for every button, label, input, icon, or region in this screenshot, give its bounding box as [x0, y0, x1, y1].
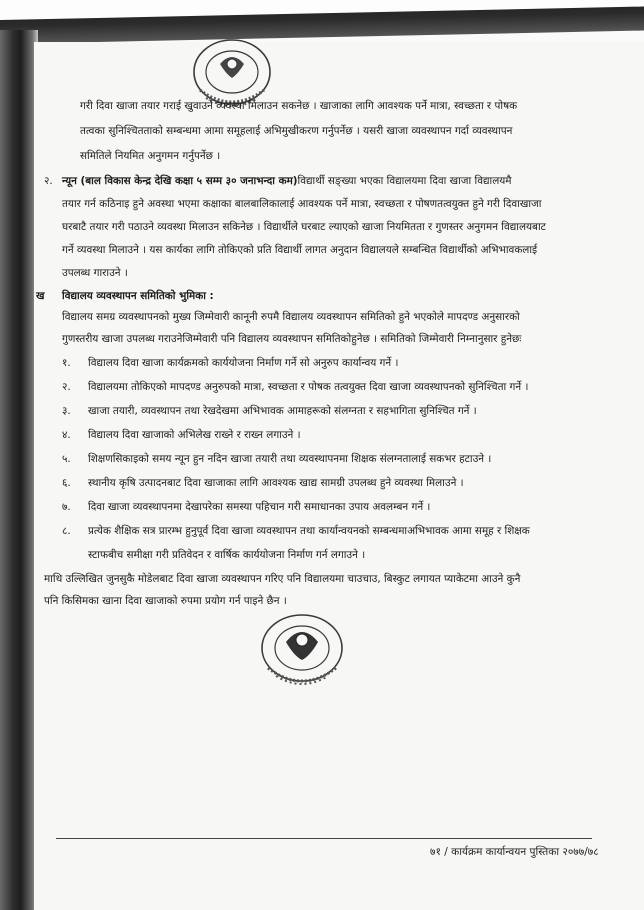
- section2-line3: घरबाटै तयार गरी पठाउने व्यवस्था मिलाउन सकिनेछ । विद्यार्थीले घरबाट ल्याएको खाजा नियमितता र गुणस्तर अनुगमन विद्यालयबाट: [62, 221, 546, 233]
- section3-line1: विद्यालय समग्र व्यवस्थापनको मुख्य जिम्मेवारी कानूनी रुपमै विद्यालय व्यवस्थापन समितिको हुने भएकोले मापदण्ड अनुसारको: [62, 311, 520, 323]
- closing-line1: माथि उल्लिखित जुनसुकै मोडेलबाट दिवा खाजा व्यवस्थापन गरिए पनि विद्यालयमा चाउचाउ, बिस्कुट लगायत प्याकेटमा आउने कुनै: [44, 573, 521, 585]
- para1-line2: तत्वका सुनिश्चितताको सम्बन्धमा आमा समूहलाई अभिमुखीकरण गर्नुपर्नेछ । यसरी खाजा व्यवस्थापन गर्दा व्यवस्थापन: [80, 125, 513, 137]
- section3-line2: गुणस्तरीय खाजा उपलब्ध गराउनेजिम्मेवारी पनि विद्यालय व्यवस्थापन समितिकोहुनेछ । समितिको जिम्मेवारी निम्नानुसार हुनेछः: [62, 333, 522, 345]
- section2-marker: २.: [44, 175, 53, 187]
- section3-heading: विद्यालय व्यवस्थापन समितिको भुमिका :: [62, 290, 214, 302]
- book-binding-shadow: [0, 30, 38, 910]
- section2-line4: गर्ने व्यवस्था मिलाउने । यस कार्यका लागि तोकिएको प्रति विद्यार्थी लागत अनुदान विद्यालयले सम्बन्धित विद्यार्थीको अभिभावकलाई: [62, 244, 538, 256]
- list-item-8-continued: स्टाफबीच समीक्षा गरी प्रतिवेदन र वार्षिक कार्ययोजना निर्माण गर्न लगाउने ।: [88, 549, 366, 561]
- para1-line3: समितिले नियमित अनुगमन गर्नुपर्नेछ ।: [80, 150, 221, 162]
- list-item-1: विद्यालय दिवा खाजा कार्यक्रमको कार्ययोजना निर्माण गर्ने सो अनुरुप कार्यान्वय गर्ने ।: [88, 357, 399, 369]
- list-item-1-num: १.: [62, 357, 71, 369]
- section2-line1: [62, 170, 512, 192]
- list-item-8-num: ८.: [62, 525, 71, 537]
- section2-heading: न्यून (बाल विकास केन्द्र देखि कक्षा ५ सम्म ३० जनाभन्दा कम): [62, 175, 298, 187]
- list-item-3: खाजा तयारी, व्यवस्थापन तथा रेखदेखमा अभिभावक आमाहरूको संलग्नता र सहभागिता सुनिश्चित गर्ने ।: [88, 405, 477, 417]
- list-item-5: शिक्षणसिकाइको समय न्यून हुन नदिन खाजा तयारी तथा व्यवस्थापनमा शिक्षक संलग्नतालाई सकभर हटाउने ।: [88, 453, 492, 465]
- official-seal-middle: [254, 610, 350, 696]
- list-item-4-num: ४.: [62, 429, 71, 441]
- list-item-2: विद्यालयमा तोकिएको मापदण्ड अनुरुपको मात्रा, स्वच्छता र पोषक तत्वयुक्त दिवा खाजा व्यवस्थापनको सुनिश्चिता गर्ने ।: [88, 381, 529, 393]
- list-item-3-num: ३.: [62, 405, 71, 417]
- page-footer: ७१ / कार्यक्रम कार्यान्वयन पुस्तिका २०७७/७८: [430, 846, 599, 858]
- section3-marker: ख: [36, 290, 45, 302]
- section2-line1-rest: विद्यार्थी सङ्ख्या भएका विद्यालयमा दिवा खाजा विद्यालयमै: [297, 175, 512, 187]
- list-item-7-num: ७.: [62, 501, 71, 513]
- closing-line2: पनि किसिमका खाना दिवा खाजाको रुपमा प्रयोग गर्न पाइने छैन ।: [44, 595, 287, 607]
- list-item-2-num: २.: [62, 381, 71, 393]
- para1-line1: गरी दिवा खाजा तयार गराई खुवाउने व्यवस्था मिलाउन सकनेछ । खाजाका लागि आवश्यक पर्ने मात्रा, स्वच्छता र पोषक: [80, 100, 518, 112]
- footer-rule: [56, 838, 592, 839]
- list-item-8: प्रत्येक शैक्षिक सत्र प्रारम्भ हुनुपूर्व दिवा खाजा व्यवस्थापन तथा कार्यान्वयनको सम्बन्धमाअभिभावक आमा समूह र शिक्षक: [88, 525, 530, 537]
- section2-line2: तयार गर्न कठिनाइ हुने अवस्था भएमा कक्षाका बालबालिकालाई आवश्यक पर्ने मात्रा, स्वच्छता र पोषणतत्वयुक्त हुने गरी दिवाखाजा: [62, 198, 542, 210]
- list-item-4: विद्यालय दिवा खाजाको अभिलेख राख्ने र राख्न लगाउने ।: [88, 429, 301, 441]
- list-item-6: स्थानीय कृषि उत्पादनबाट दिवा खाजाका लागि आवश्यक खाद्य सामग्री उपलब्ध हुने व्यवस्था मिलाउने ।: [88, 477, 464, 489]
- section2-line5: उपलब्ध गाराउने ।: [62, 267, 128, 279]
- list-item-7: दिवा खाजा व्यवस्थापनमा देखापरेका समस्या पहिचान गरी समाधानका उपाय अवलम्बन गर्ने ।: [88, 501, 431, 513]
- list-item-5-num: ५.: [62, 453, 71, 465]
- list-item-6-num: ६.: [62, 477, 71, 489]
